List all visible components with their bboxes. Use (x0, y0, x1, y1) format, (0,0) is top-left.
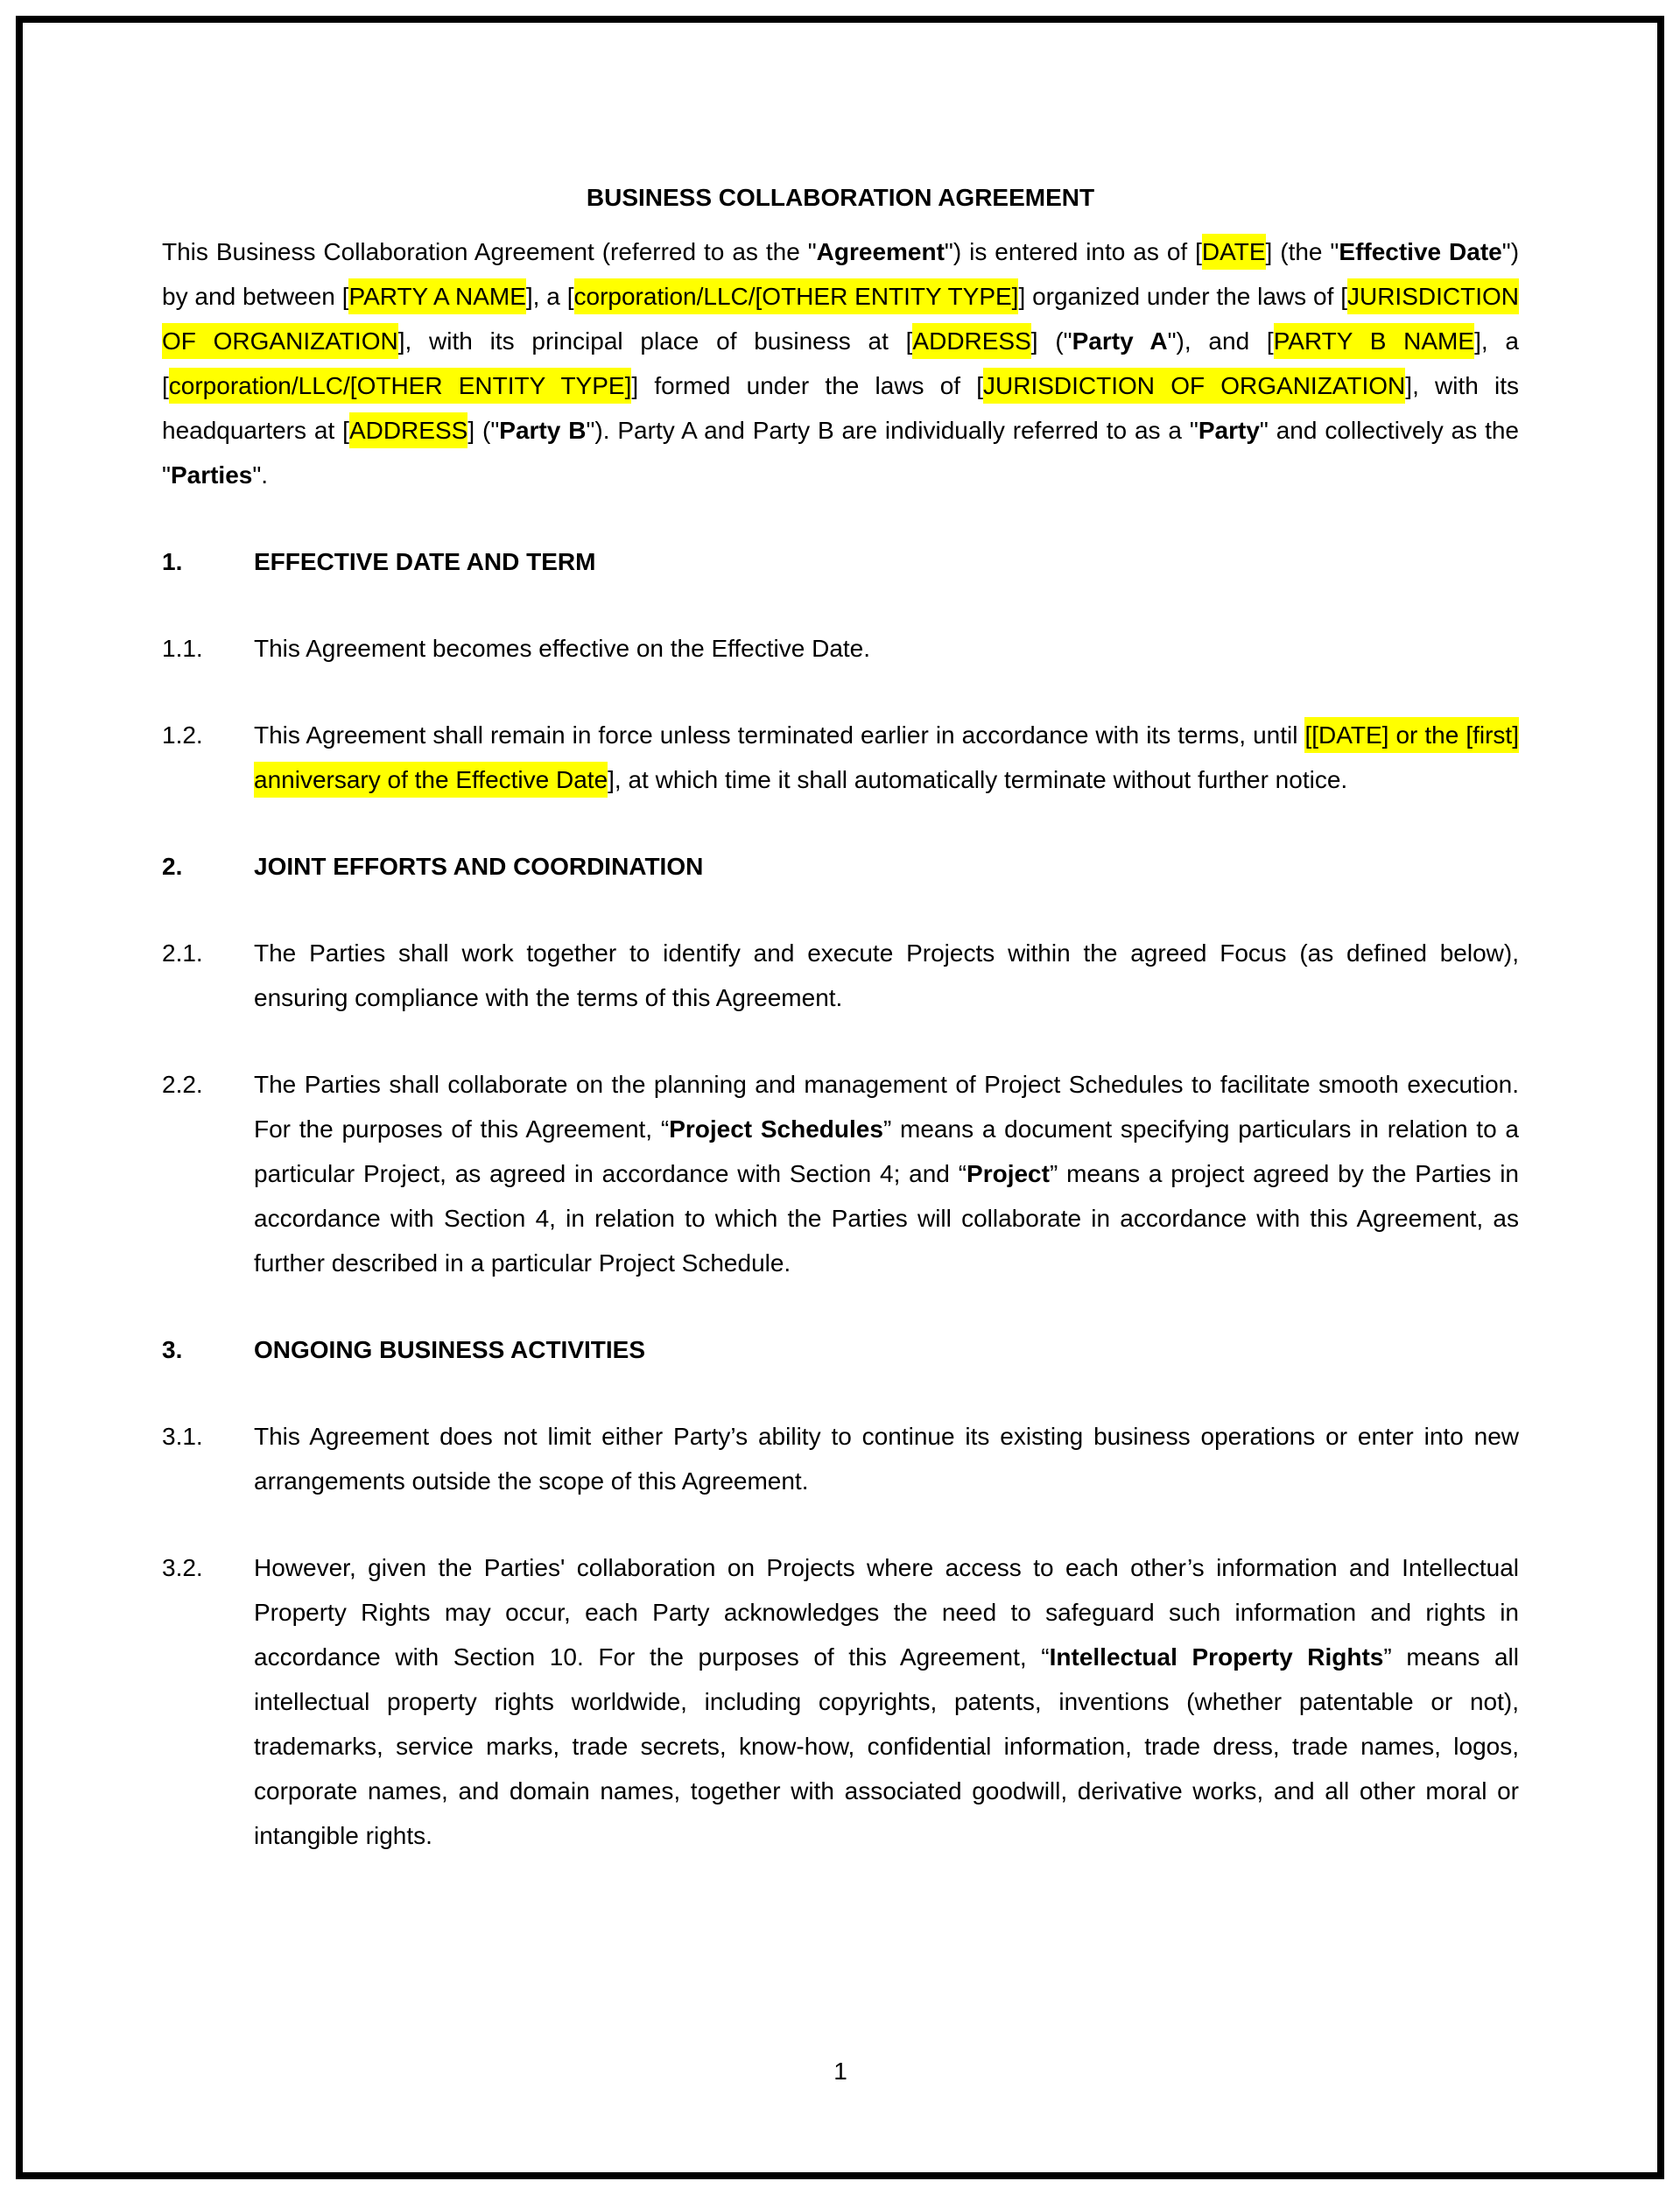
document-body (162, 0, 1519, 1900)
section-number: 3. (162, 1336, 183, 1363)
paragraph-1-1 (162, 626, 1519, 671)
paragraph-text (254, 1545, 1519, 1858)
text-run: ". (252, 461, 269, 489)
paragraph-3-1 (162, 1414, 1519, 1503)
text-run: Party (1198, 417, 1260, 444)
text-run: ") is entered into as of [ (944, 238, 1202, 265)
text-run: "). Party A and Party B are individually referred to as a " (586, 417, 1198, 444)
paragraph-number: 2.2. (162, 1071, 203, 1098)
text-run: ” means all intellectual property rights worldwide, including copyrights, patents, inventions (whether patentable or not), trademarks, service marks, trade secrets, know-how, confidential information, trade dress, trade names, logos, corporate names, and domain names, together with associated goodwill, derivative works, and all other moral or intangible rights. (254, 1643, 1519, 1849)
highlighted-placeholder: JURISDICTION OF ORGANIZATION (983, 368, 1405, 404)
section-heading-1 (162, 539, 1519, 584)
text-run: Project Schedules (669, 1115, 883, 1143)
text-run: ] (the " (1265, 238, 1339, 265)
paragraph-2-1 (162, 931, 1519, 1020)
section-heading-3 (162, 1327, 1519, 1372)
paragraph-2-2 (162, 1062, 1519, 1285)
text-run: ” means a document specifying particulars in relation to a particular Project, as agreed in accordance with Section 4; and “ (254, 1115, 1519, 1187)
text-run: ], at which time it shall automatically terminate without further notice. (608, 766, 1348, 793)
text-run: "), and [ (1167, 327, 1274, 355)
text-run: ], a [ (162, 327, 1519, 399)
text-run: ") by and between [ (162, 238, 1520, 310)
highlighted-placeholder: JURISDICTION OF ORGANIZATION (162, 278, 1519, 359)
paragraph-1-2 (162, 713, 1519, 802)
text-run: Party B (499, 417, 587, 444)
paragraph-text (254, 713, 1519, 802)
text-run: ] organized under the laws of [ (1018, 283, 1347, 310)
text-run: ] (" (467, 417, 500, 444)
section-number: 2. (162, 853, 183, 880)
text-run: Effective Date (1339, 238, 1502, 265)
section-heading-text: JOINT EFFORTS AND COORDINATION (254, 853, 704, 880)
paragraph-number: 3.1. (162, 1423, 203, 1450)
highlighted-placeholder: corporation/LLC/[OTHER ENTITY TYPE] (574, 278, 1019, 314)
section-number: 1. (162, 548, 183, 575)
text-run: ] (" (1030, 327, 1072, 355)
section-heading-text: ONGOING BUSINESS ACTIVITIES (254, 1336, 646, 1363)
paragraph-text (254, 1414, 1519, 1503)
text-run: This Agreement does not limit either Party’s ability to continue its existing business operations or enter into new arrangements outside the scope of this Agreement. (254, 1423, 1519, 1495)
highlighted-placeholder: DATE (1202, 234, 1266, 270)
paragraph-text (254, 626, 1519, 671)
text-run: The Parties shall collaborate on the planning and management of Project Schedules to facilitate smooth execution. For the purposes of this Agreement, “ (254, 1071, 1519, 1143)
text-run: " and collectively as the " (162, 417, 1520, 489)
text-run: Intellectual Property Rights (1049, 1643, 1384, 1671)
highlighted-placeholder: corporation/LLC/[OTHER ENTITY TYPE] (169, 368, 632, 404)
text-run: Project (967, 1160, 1050, 1187)
text-run: The Parties shall work together to identify and execute Projects within the agreed Focus (as defined below), ensuring compliance with the terms of this Agreement. (254, 939, 1519, 1011)
intro-paragraph (162, 229, 1519, 497)
highlighted-placeholder: ADDRESS (912, 323, 1030, 359)
paragraph-number: 1.2. (162, 721, 203, 749)
paragraph-3-2 (162, 1545, 1519, 1858)
document-title: BUSINESS COLLABORATION AGREEMENT (586, 184, 1095, 211)
text-run: However, given the Parties' collaboration on Projects where access to each other’s information and Intellectual Property Rights may occur, each Party acknowledges the need to safeguard such information and rights in accordance with Section 10. For the purposes of this Agreement, “ (254, 1554, 1519, 1671)
text-run: ] formed under the laws of [ (631, 372, 984, 399)
text-run: ], with its headquarters at [ (162, 372, 1519, 444)
text-run: ], with its principal place of business at [ (397, 327, 913, 355)
section-heading-text: EFFECTIVE DATE AND TERM (254, 548, 596, 575)
text-run: Party A (1072, 327, 1168, 355)
paragraph-text (254, 1062, 1519, 1285)
text-run: Agreement (816, 238, 945, 265)
text-run: This Business Collaboration Agreement (referred to as the " (162, 238, 817, 265)
paragraph-number: 2.1. (162, 939, 203, 967)
highlighted-placeholder: ADDRESS (349, 412, 467, 448)
paragraph-text (254, 931, 1519, 1020)
page-number: 1 (833, 2058, 847, 2085)
text-run: This Agreement shall remain in force unless terminated earlier in accordance with its terms, until (254, 721, 1305, 749)
highlighted-placeholder: PARTY B NAME (1274, 323, 1474, 359)
paragraph-number: 3.2. (162, 1554, 203, 1581)
section-heading-2 (162, 844, 1519, 889)
text-run: Parties (170, 461, 253, 489)
text-run: ], a [ (525, 283, 574, 310)
text-run: This Agreement becomes effective on the Effective Date. (254, 635, 871, 662)
highlighted-placeholder: PARTY A NAME (348, 278, 525, 314)
text-run: ” means a project agreed by the Parties in accordance with Section 4, in relation to which the Parties will collaborate in accordance with this Agreement, as further described in a particular Project Schedule. (254, 1160, 1519, 1277)
paragraph-number: 1.1. (162, 635, 203, 662)
highlighted-placeholder: [[DATE] or the [first] anniversary of the Effective Date (254, 717, 1519, 798)
